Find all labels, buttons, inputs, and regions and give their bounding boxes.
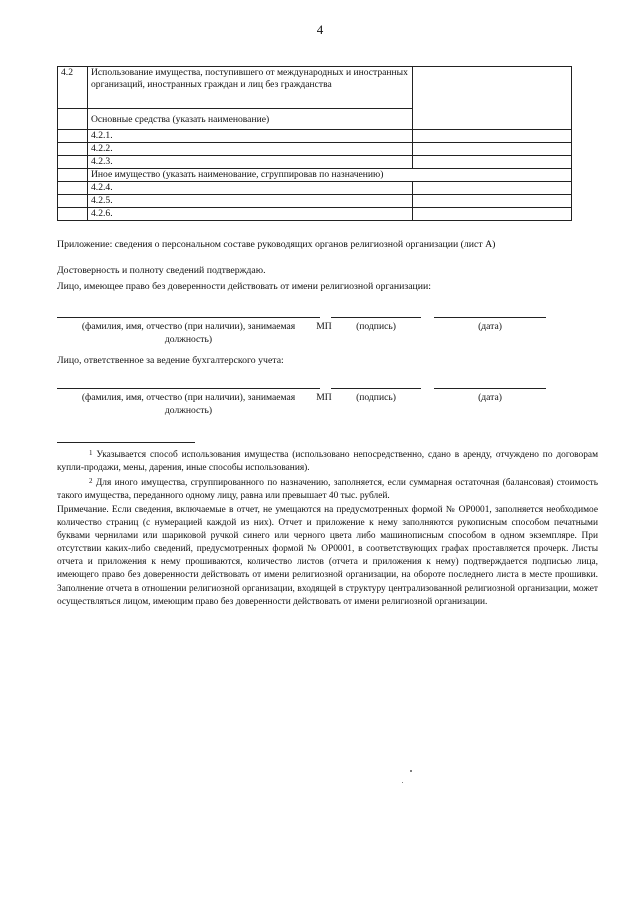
name-position-line[interactable] [57,388,320,389]
row-number [58,169,88,182]
footnote-2 [57,477,598,503]
table-row [58,169,572,182]
row-value[interactable] [413,195,572,208]
row-number [58,109,88,130]
date-caption: (дата) [478,392,502,403]
footnote-1 [57,449,598,475]
table-row [58,182,572,195]
row-text: 4.2.5. [88,195,413,208]
name-position-caption [57,320,320,346]
row-text: 4.2.2. [88,143,413,156]
table-row [58,143,572,156]
row-number [58,156,88,169]
table-row [58,208,572,221]
row-value[interactable] [413,156,572,169]
confirmation-statement: Достоверность и полноту сведений подтверждаю. [57,265,266,276]
row-number [58,130,88,143]
footnote-1-mark: 1 [89,449,93,457]
date-caption: (дата) [478,321,502,332]
appendix-note: Приложение: сведения о персональном составе руководящих органов религиозной организации (лист А) [57,239,496,250]
row-value[interactable] [413,67,572,130]
footnote-1-text: Указывается способ использования имущества (использовано непосредственно, сдано в аренду, отчуждено по договорам купли-продажи, мены, дарения, иные способы использования). [57,450,599,474]
row-number: 4.2 [58,67,88,109]
signature-caption: (подпись) [356,321,396,332]
row-value[interactable] [413,208,572,221]
table-row [58,195,572,208]
name-caption-line1: (фамилия, имя, отчество (при наличии), занимаемая [81,392,296,403]
name-caption-line2: должность) [164,405,213,416]
row-text: 4.2.3. [88,156,413,169]
footnote-2-mark: 2 [89,477,93,485]
form-note: Примечание. Если сведения, включаемые в отчет, не умещаются на предусмотренных формой № ОР0001, заполняется необходимое количество страниц (с нумерацией каждой из них). Отчет и приложение к нему заполняются рукописным способом печатными буквами чернилами или шариковой ручкой синего или черного цвета либо машинописным способом в одном экземпляре. При отсутствии каких-либо сведений, предусмотренных формой № ОР0001, в соответствующих графах проставляется прочерк. Листы отчета и приложения к нему прошиваются, количество листов (отчета и приложения к нему) подтверждается подписью лица, имеющего право без доверенности действовать от имени религиозной организации, на обороте последнего листа в месте прошивки. Заполнение отчета в отношении религиозной организации, входящей в структуру централизованной религиозной организации, может осуществляться лицом, имеющим право без доверенности действовать от имени религиозной организации. [57,505,598,607]
row-text: Основные средства (указать наименование) [88,109,413,130]
date-line[interactable] [434,388,546,389]
name-position-caption [57,391,320,417]
row-value[interactable] [413,143,572,156]
row-text: 4.2.6. [88,208,413,221]
table-row [58,67,572,109]
row-text: 4.2.1. [88,130,413,143]
property-use-table [57,66,572,221]
signature-caption: (подпись) [356,392,396,403]
signature-line[interactable] [331,317,421,318]
date-line[interactable] [434,317,546,318]
row-text: Использование имущества, поступившего от международных и иностранных организаций, иностранных граждан и лиц без гражданства [88,67,413,109]
stamp-place-label: МП [316,321,332,332]
row-number [58,143,88,156]
footnote-2-text: Для иного имущества, сгруппированного по назначению, заполняется, если суммарная остаточная (балансовая) стоимость такого имущества, переданного одному лицу, равна или превышает 40 тыс. рублей. [57,478,598,502]
accountant-label: Лицо, ответственное за ведение бухгалтерского учета: [57,355,284,366]
scan-speck [402,782,403,783]
row-value[interactable] [413,130,572,143]
row-number [58,208,88,221]
row-number [58,182,88,195]
stamp-place-label: МП [316,392,332,403]
row-text: 4.2.4. [88,182,413,195]
row-value[interactable] [413,182,572,195]
row-text: Иное имущество (указать наименование, сгруппировав по назначению) [88,169,572,182]
signature-line[interactable] [331,388,421,389]
name-caption-line1: (фамилия, имя, отчество (при наличии), занимаемая [81,321,296,332]
row-number [58,195,88,208]
scan-speck [410,770,412,772]
page-number: 4 [316,22,324,37]
table-row [58,130,572,143]
name-caption-line2: должность) [164,334,213,345]
table-row [58,156,572,169]
footnote-separator [57,442,195,443]
name-position-line[interactable] [57,317,320,318]
authorized-person-label: Лицо, имеющее право без доверенности действовать от имени религиозной организации: [57,281,431,292]
